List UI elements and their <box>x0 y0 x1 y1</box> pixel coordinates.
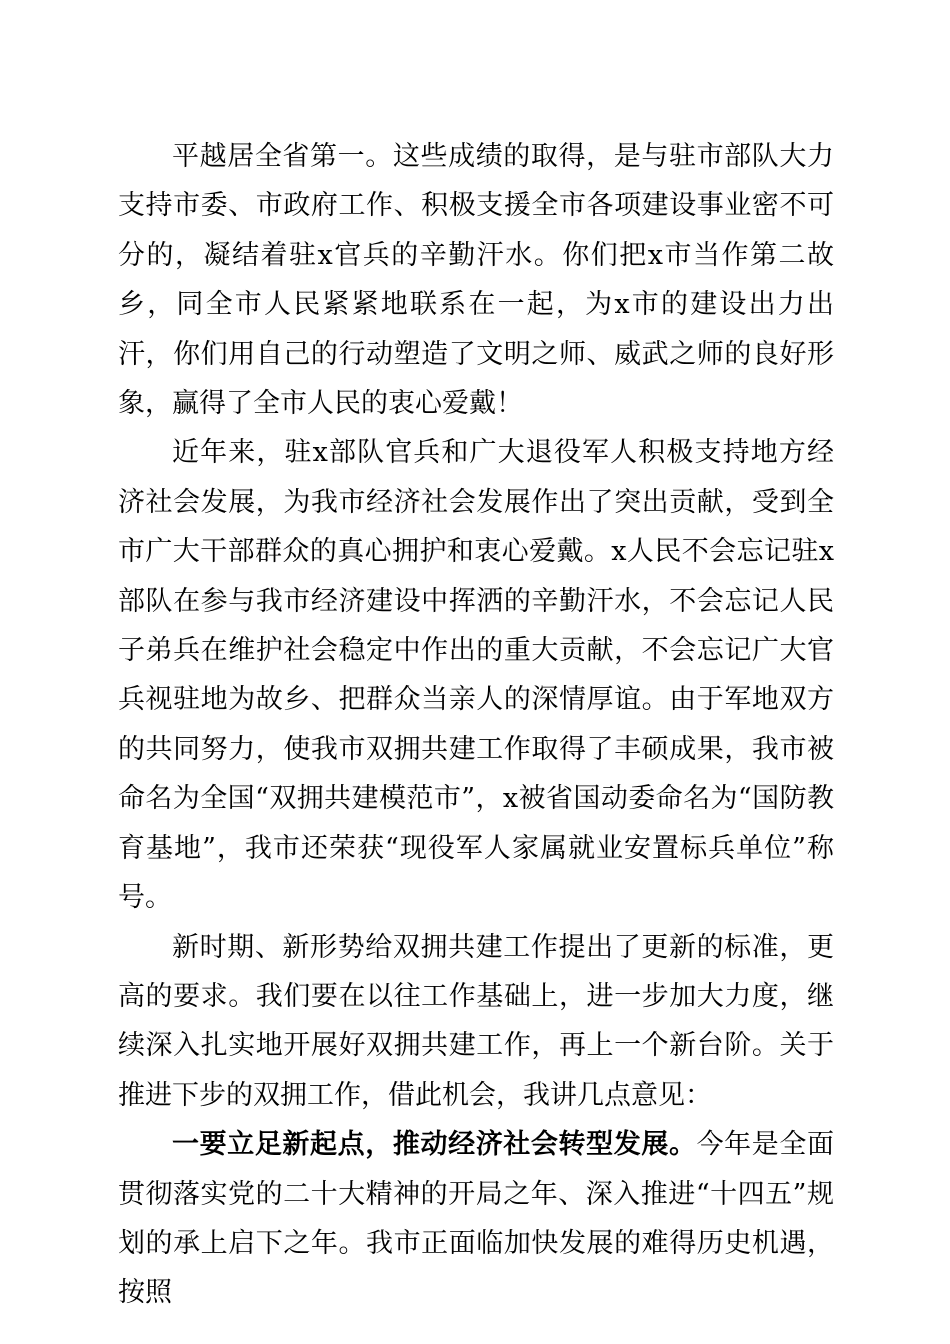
paragraph-2-text: 近年来，驻x部队官兵和广大退役军人积极支持地方经济社会发展，为我市经济社会发展作出了突出贡献，受到全市广大干部群众的真心拥护和衷心爱戴。x人民不会忘记驻x部队在参与我市经济建设中挥洒的辛勤汗水，不会忘记人民子弟兵在维护社会稳定中作出的重大贡献，不会忘记广大官兵视驻地为故乡、把群众当亲人的深情厚谊。由于军地双方的共同努力，使我市双拥共建工作取得了丰硕成果，我市被命名为全国“双拥共建模范市”，x被省国动委命名为“国防教育基地”，我市还荣获“现役军人家属就业安置标兵单位”称号。 <box>118 437 834 914</box>
paragraph-4-text: 今年是全面贯彻落实党的二十大精神的开局之年、深入推进“十四五”规划的承上启下之年。我市正面临加快发展的难得历史机遇，按照 <box>118 1129 835 1309</box>
paragraph-3-text: 新时期、新形势给双拥共建工作提出了更新的标准，更高的要求。我们要在以往工作基础上，进一步加大力度，继续深入扎实地开展好双拥共建工作，再上一个新台阶。关于推进下步的双拥工作，借此机会，我讲几点意见： <box>118 931 834 1111</box>
paragraph-1 <box>118 132 834 428</box>
paragraph-1-text: 平越居全省第一。这些成绩的取得，是与驻市部队大力支持市委、市政府工作、积极支援全市各项建设事业密不可分的，凝结着驻x官兵的辛勤汗水。你们把x市当作第二故乡，同全市人民紧紧地联系在一起，为x市的建设出力出汗，你们用自己的行动塑造了文明之师、威武之师的良好形象，赢得了全市人民的衷心爱戴！ <box>118 141 834 420</box>
paragraph-4 <box>118 1120 834 1318</box>
document-body <box>118 132 834 1318</box>
paragraph-3 <box>118 923 834 1121</box>
paragraph-4-bold-lead: 一要立足新起点，推动经济社会转型发展。 <box>172 1129 697 1161</box>
paragraph-2 <box>118 428 834 922</box>
